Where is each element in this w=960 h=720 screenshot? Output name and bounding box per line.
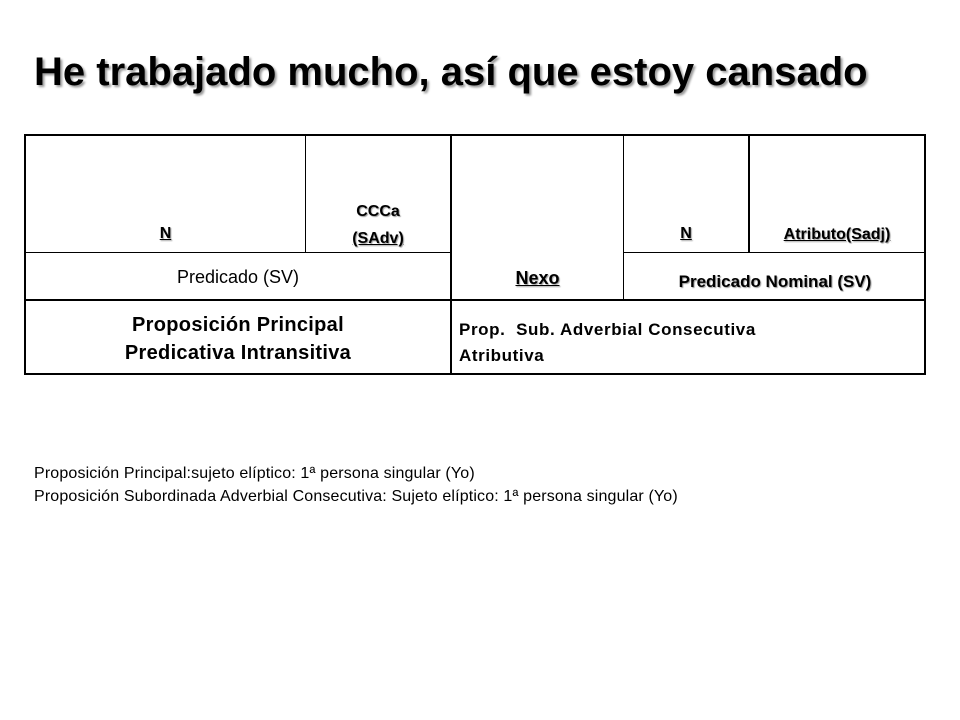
atributo-label: Atributo(Sadj) xyxy=(783,226,891,243)
n-label-2: N xyxy=(680,225,692,242)
cell-proposicion-principal xyxy=(26,311,450,367)
table-bottom-border xyxy=(24,373,926,375)
principal-line-1: Proposición Principal xyxy=(132,314,344,336)
ccca-label: CCCa xyxy=(356,203,400,220)
subordinada-line-2: Atributiva xyxy=(459,346,545,365)
cell-n-nucleus xyxy=(26,225,305,243)
cell-predicado-nominal xyxy=(624,272,926,292)
table-right-border xyxy=(924,134,926,375)
n-label: N xyxy=(159,225,172,242)
cell-proposicion-subordinada xyxy=(459,317,919,369)
nexo-left-border xyxy=(450,134,452,375)
note-principal: Proposición Principal:sujeto elíptico: 1ª persona singular (Yo) xyxy=(34,465,475,482)
principal-line-2: Predicativa Intransitiva xyxy=(124,342,352,364)
predicado-label: Predicado (SV) xyxy=(176,267,300,287)
cell-nexo xyxy=(452,268,623,289)
cell-ccca xyxy=(306,198,450,252)
predicado-nominal-label: Predicado Nominal (SV) xyxy=(678,272,872,291)
row1-bottom-border xyxy=(24,252,452,253)
notes xyxy=(34,462,678,508)
cell-atributo xyxy=(750,226,924,244)
note-subordinada: Proposición Subordinada Adverbial Consecutiva: Sujeto elíptico: 1ª persona singular (Yo) xyxy=(34,488,678,505)
page-title: He trabajado mucho, así que estoy cansado xyxy=(34,50,868,94)
sadv-label: (SAdv) xyxy=(352,230,404,247)
subordinada-line-1: Prop. Sub. Adverbial Consecutiva xyxy=(459,320,756,339)
cell-predicado xyxy=(26,267,450,288)
cell-n-nucleus-2 xyxy=(624,225,748,243)
row1-bottom-border-right xyxy=(624,252,926,253)
nexo-label: Nexo xyxy=(515,268,560,288)
row2-bottom-border xyxy=(24,299,926,301)
table-top-border xyxy=(24,134,926,136)
